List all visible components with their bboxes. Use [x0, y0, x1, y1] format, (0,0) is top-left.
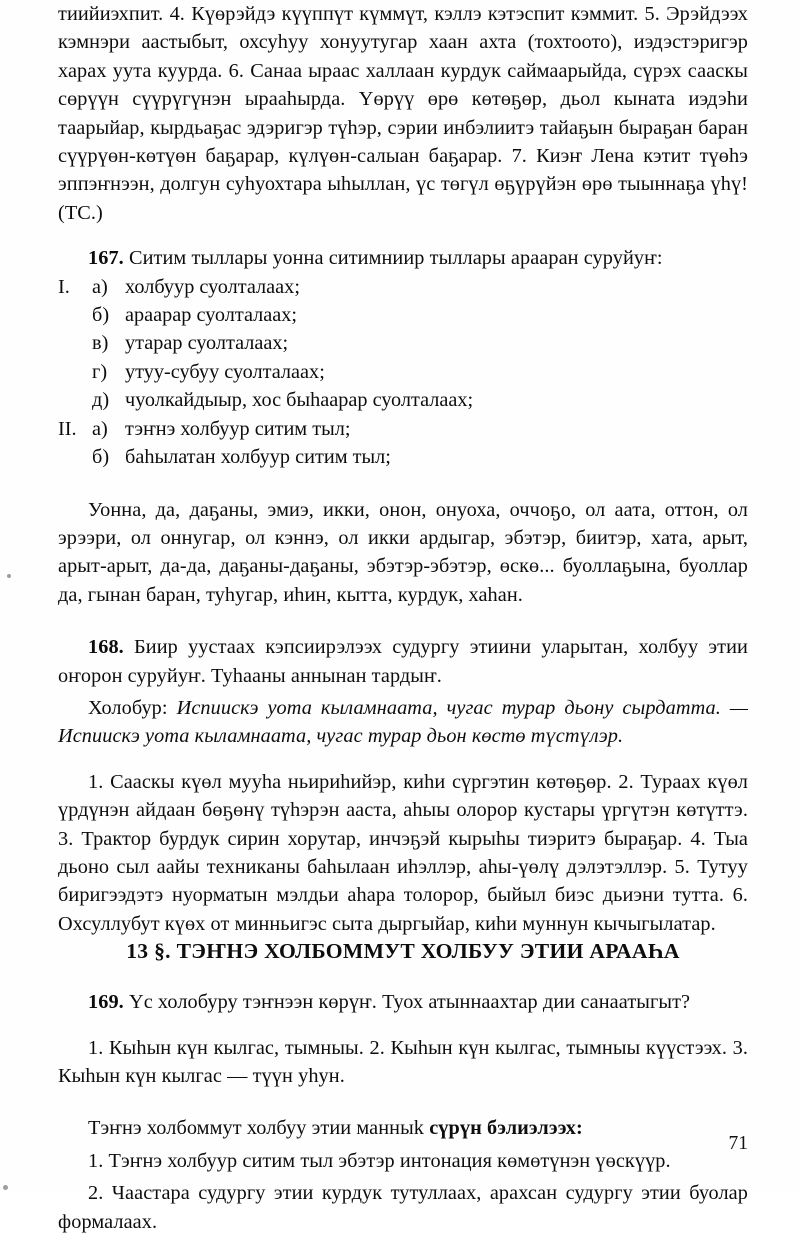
scan-artifact-speck	[3, 1185, 8, 1190]
item-letter: в)	[92, 332, 109, 355]
exercise-168-prompt-text: Биир уустаах кэпсиирэлээх судургу этиини уларытан, холбуу этии оҥорон суруйуҥ. Туһааны аннынан тардыҥ.	[58, 636, 748, 687]
rule-lead-in	[58, 1114, 748, 1142]
scan-artifact-speck	[7, 574, 11, 578]
item-letter: а)	[92, 417, 108, 440]
section-heading: 13 §. ТЭҤНЭ ХОЛБОММУТ ХОЛБУУ ЭТИИ АРААҺА	[126, 939, 680, 964]
exercise-169-number: 169.	[88, 991, 124, 1014]
item-text: араарар суолталаах;	[125, 304, 298, 327]
item-letter: г)	[92, 360, 108, 383]
item-text: баһылатан холбуур ситим тыл;	[125, 446, 391, 469]
page-number: 71	[728, 1133, 748, 1154]
item-text: чуолкайдыыр, хос быһаарар суолталаах;	[125, 389, 474, 412]
conjunction-word-list-paragraph: Уонна, да, даҕаны, эмиэ, икки, онон, онуоха, оччоҕо, ол аата, оттон, ол эрээри, ол оннугар, ол кэннэ, ол икки ардыгар, эбэтэр, биитэр, хата, арыт, арыт-арыт, да-да, даҕаны-даҕаны, эбэтэр-эбэтэр, өскө... буоллаҕына, буоллар да, гынан баран, туһугар, иһин, кытта, курдук, хаһан.	[58, 498, 748, 606]
exercise-167-prompt	[58, 244, 748, 272]
example-spacer	[168, 697, 177, 719]
exercise-167-list	[58, 273, 748, 472]
list-item	[58, 443, 748, 471]
page-content-column	[58, 0, 748, 1236]
example-text: Испиискэ уота кыламнаата, чугас турар дьону сырдатта. — Испиискэ уота кыламнаата, чугас турар дьон көстө түстүлэр.	[58, 696, 749, 748]
list-item	[58, 329, 748, 357]
exercise-169-prompt	[58, 988, 748, 1016]
exercise-167-number: 167.	[88, 247, 124, 270]
list-item	[58, 358, 748, 386]
rule-point-1: 1. Тэҥнэ холбуур ситим тыл эбэтэр интонация көмөтүнэн үөскүүр.	[88, 1149, 671, 1172]
roman-numeral-1: I.	[58, 275, 70, 298]
rule-point-2: 2. Чаастара судургу этии курдук тутуллаах, арахсан судургу этии буолар формалаах.	[58, 1182, 748, 1233]
exercise-169-examples: 1. Кыһын күн кылгас, тымныы. 2. Кыһын күн кылгас, тымныы күүстээх. 3. Кыһын күн кылгас — түүн уһун.	[58, 1036, 748, 1087]
list-item	[58, 273, 748, 301]
list-item	[58, 415, 748, 443]
item-text: утарар суолталаах;	[125, 332, 289, 355]
exercise-168-prompt	[58, 633, 748, 690]
item-letter: б)	[92, 446, 110, 469]
item-text: холбуур суолталаах;	[125, 275, 300, 298]
item-letter: б)	[92, 304, 110, 327]
item-text: утуу-субуу суолталаах;	[125, 360, 325, 383]
exercise-167-prompt-text: Ситим тыллары уонна ситимниир тыллары арааран суруйуҥ:	[128, 247, 663, 270]
exercise-168-sentences: 1. Сааскы күөл мууһа ньириһийэр, киһи сүргэтин көтөҕөр. 2. Тураах күөл үрдүнэн айдаан бөҕөнү түһэрэн ааста, аһыы олорор кустары үргүтэн көтүттэ. 3. Трактор бурдук сирин хорутар, инчэҕэй кырыһы тиэритэ быраҕар. 4. Тыа дьоно сыл аайы техниканы баһылаан иһэллэр, аһы-үөлү дэлэтэллэр. 5. Тутуу биригээдэтэ нуорматын мэлдьи аһара толорор, быйыл биэс дьиэни тутта. 6. Охсуллубут күөх от минньигэс сыта дыргыйар, киһи муннун кычыгылатар.	[58, 770, 748, 935]
item-letter: а)	[92, 275, 108, 298]
example-label: Холобур:	[88, 696, 168, 719]
exercise-168-prompt-spacer	[124, 636, 134, 658]
rule-lead-text: Тэҥнэ холбоммут холбуу этии манныk	[88, 1117, 425, 1140]
exercise-168-number: 168.	[88, 636, 124, 659]
exercise-168-example	[58, 694, 748, 751]
exercise-169-prompt-text: Үс холобуру тэҥнээн көрүҥ. Туох атыннаахтар дии санаатыгыт?	[128, 991, 691, 1014]
continuation-paragraph: тиийиэхпит. 4. Күөрэйдэ күүппүт күммүт, кэллэ кэтэспит кэммит. 5. Эрэйдээх кэмнэри аастыбыт, охсуһуу хонуутугар хаан ахта (тохтоото), иэдэстэригэр харах уута куурда. 6. Санаа ыраас халлаан курдук саймаарыйда, сүрэх сааскы сөрүүн сүүрүгүнэн ырааһырда. Үөрүү өрө көтөҕөр, дьол кыната иэдэһи таарыйар, кырдьаҕас эдэригэр түһэр, сэрии инбэлиитэ тайаҕын быраҕан баран сүүрүөн-көтүөн баҕарар, күлүөн-салыан баҕарар. 7. Киэҥ Лена кэтит түөһэ эппэҥнээн, долгун суһуохтара ыһыллан, үс төгүл өҕүрүйэн өрө тыыннаҕа үһү! (ТС.)	[58, 3, 748, 224]
list-item	[58, 301, 748, 329]
roman-numeral-2: II.	[58, 417, 77, 440]
rule-bold-phrase: сүрүн бэлиэлээх:	[429, 1117, 583, 1140]
item-letter: д)	[92, 389, 110, 412]
list-item	[58, 386, 748, 414]
item-text: тэҥнэ холбуур ситим тыл;	[125, 417, 351, 440]
